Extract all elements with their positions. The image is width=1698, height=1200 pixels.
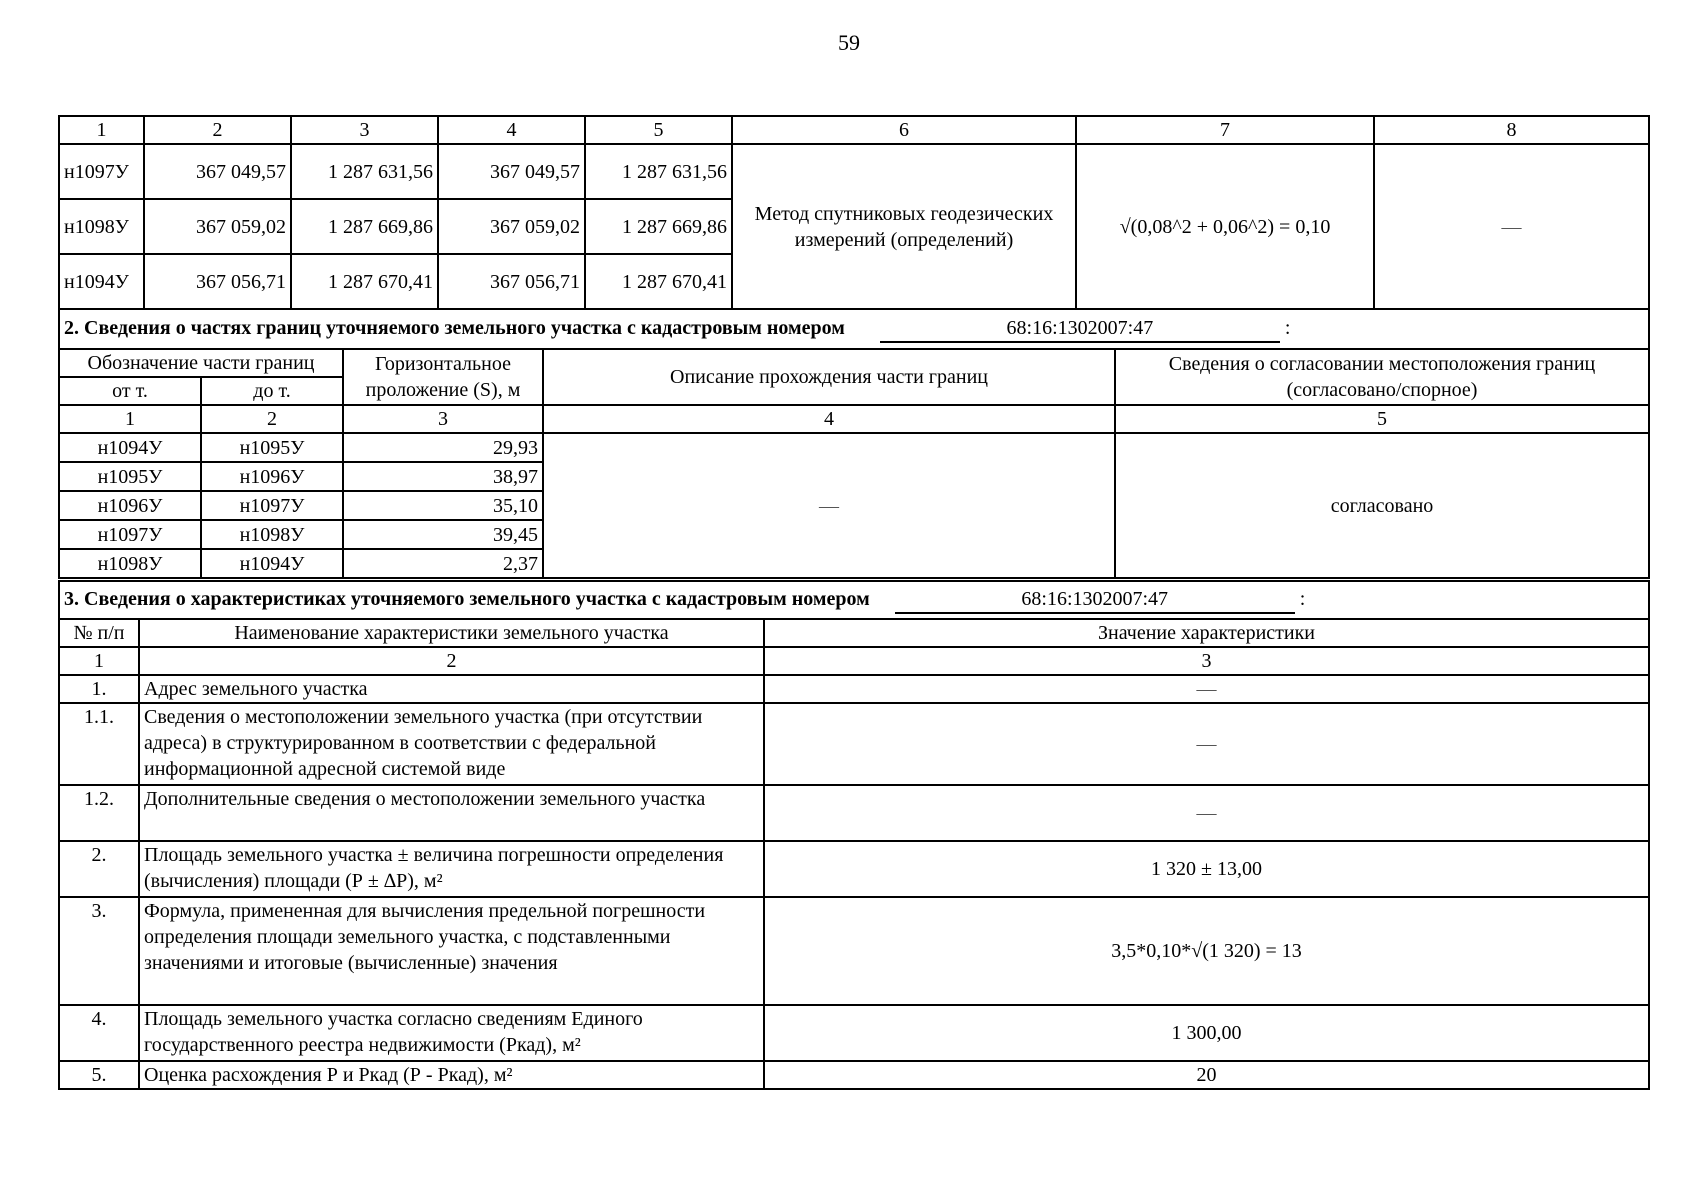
from-point: н1097У [59, 520, 201, 549]
characteristic-name: Площадь земельного участка согласно сведениям Единого государственного реестра недвижимости (Ркад), м² [139, 1005, 764, 1061]
agreement-header: Сведения о согласовании местоположения границ (согласовано/спорное) [1115, 349, 1649, 405]
col-number: 3 [343, 405, 543, 433]
distance: 39,45 [343, 520, 543, 549]
from-header: от т. [59, 377, 201, 405]
cadastral-number: 68:16:1302007:47 [880, 315, 1280, 343]
description-cell: — [543, 433, 1115, 578]
colon: : [1284, 317, 1291, 339]
coord-y: 1 287 669,86 [291, 199, 438, 254]
section-title-row [59, 309, 1649, 349]
number-row [59, 405, 1649, 433]
distance: 29,93 [343, 433, 543, 462]
col-number: 3 [764, 647, 1649, 675]
number-row [59, 647, 1649, 675]
row-number: 1.1. [59, 703, 139, 785]
row-number: 1. [59, 675, 139, 703]
row-number: 2. [59, 841, 139, 897]
description-header: Описание прохождения части границ [543, 349, 1115, 405]
coordinates-table [58, 115, 1650, 310]
from-point: н1098У [59, 549, 201, 578]
name-header: Наименование характеристики земельного участка [139, 619, 764, 647]
point-name: н1097У [59, 144, 144, 199]
section-title-row [59, 581, 1649, 619]
section-title: 3. Сведения о характеристиках уточняемого земельного участка с кадастровым номером [64, 588, 870, 610]
page-number: 59 [838, 30, 860, 55]
to-point: н1098У [201, 520, 343, 549]
col-number: 3 [291, 116, 438, 144]
to-point: н1097У [201, 491, 343, 520]
row-number: 4. [59, 1005, 139, 1061]
characteristic-name: Адрес земельного участка [139, 675, 764, 703]
row-number: 5. [59, 1061, 139, 1089]
row-number: 1.2. [59, 785, 139, 841]
from-point: н1094У [59, 433, 201, 462]
header-row [59, 349, 1649, 377]
col-number: 1 [59, 647, 139, 675]
row-number: 3. [59, 897, 139, 1005]
col-number: 2 [139, 647, 764, 675]
table-row [59, 144, 1649, 199]
col-number: 4 [438, 116, 585, 144]
coord-x: 367 056,71 [438, 254, 585, 309]
characteristic-name: Дополнительные сведения о местоположении земельного участка [139, 785, 764, 841]
col-number: 8 [1374, 116, 1649, 144]
from-point: н1096У [59, 491, 201, 520]
table-row [59, 897, 1649, 1005]
distance: 35,10 [343, 491, 543, 520]
characteristic-value: — [764, 703, 1649, 785]
characteristic-value: 20 [764, 1061, 1649, 1089]
col-number: 4 [543, 405, 1115, 433]
characteristic-name: Площадь земельного участка ± величина погрешности определения (вычисления) площади (Р ± ∆Р), м² [139, 841, 764, 897]
coord-y: 1 287 670,41 [291, 254, 438, 309]
col8-cell: — [1374, 144, 1649, 309]
value-header: Значение характеристики [764, 619, 1649, 647]
characteristic-name: Формула, примененная для вычисления предельной погрешности определения площади земельного участка, с подставленными значениями и итоговые (вычисленные) значения [139, 897, 764, 1005]
table-row [59, 703, 1649, 785]
coord-x: 367 059,02 [144, 199, 291, 254]
to-point: н1096У [201, 462, 343, 491]
col-number: 7 [1076, 116, 1374, 144]
col-number: 5 [1115, 405, 1649, 433]
point-name: н1098У [59, 199, 144, 254]
table-row [59, 675, 1649, 703]
characteristic-value: — [764, 785, 1649, 841]
characteristic-value: 1 300,00 [764, 1005, 1649, 1061]
col-number: 1 [59, 116, 144, 144]
method-cell: Метод спутниковых геодезических измерений (определений) [732, 144, 1076, 309]
to-point: н1094У [201, 549, 343, 578]
col-number: 6 [732, 116, 1076, 144]
header-row [59, 619, 1649, 647]
coord-x: 367 059,02 [438, 199, 585, 254]
characteristic-name: Сведения о местоположении земельного участка (при отсутствии адреса) в структурированном в соответствии с федеральной информационной адресной системой виде [139, 703, 764, 785]
agreement-cell: согласовано [1115, 433, 1649, 578]
coord-x: 367 049,57 [144, 144, 291, 199]
to-header: до т. [201, 377, 343, 405]
table-row [59, 433, 1649, 462]
table-row [59, 1061, 1649, 1089]
horizontal-header: Горизонтальное проложение (S), м [343, 349, 543, 405]
coord-x: 367 049,57 [438, 144, 585, 199]
coord-y: 1 287 631,56 [291, 144, 438, 199]
from-point: н1095У [59, 462, 201, 491]
col-number: 1 [59, 405, 201, 433]
characteristic-name: Оценка расхождения Р и Ркад (Р - Ркад), м² [139, 1061, 764, 1089]
no-header: № п/п [59, 619, 139, 647]
coord-y: 1 287 669,86 [585, 199, 732, 254]
cadastral-number: 68:16:1302007:47 [895, 586, 1295, 614]
col-number: 2 [201, 405, 343, 433]
formula-cell: √(0,08^2 + 0,06^2) = 0,10 [1076, 144, 1374, 309]
border-parts-table [58, 308, 1650, 579]
coord-y: 1 287 670,41 [585, 254, 732, 309]
designation-header: Обозначение части границ [59, 349, 343, 377]
col-number: 5 [585, 116, 732, 144]
coord-y: 1 287 631,56 [585, 144, 732, 199]
section-title: 2. Сведения о частях границ уточняемого земельного участка с кадастровым номером [64, 317, 845, 339]
colon: : [1299, 588, 1306, 610]
characteristic-value: 3,5*0,10*√(1 320) = 13 [764, 897, 1649, 1005]
to-point: н1095У [201, 433, 343, 462]
col-number: 2 [144, 116, 291, 144]
table-row [59, 785, 1649, 841]
table-row [59, 1005, 1649, 1061]
table-row [59, 841, 1649, 897]
characteristic-value: 1 320 ± 13,00 [764, 841, 1649, 897]
point-name: н1094У [59, 254, 144, 309]
characteristics-table [58, 580, 1650, 1090]
coord-x: 367 056,71 [144, 254, 291, 309]
header-row [59, 116, 1649, 144]
distance: 38,97 [343, 462, 543, 491]
distance: 2,37 [343, 549, 543, 578]
characteristic-value: — [764, 675, 1649, 703]
